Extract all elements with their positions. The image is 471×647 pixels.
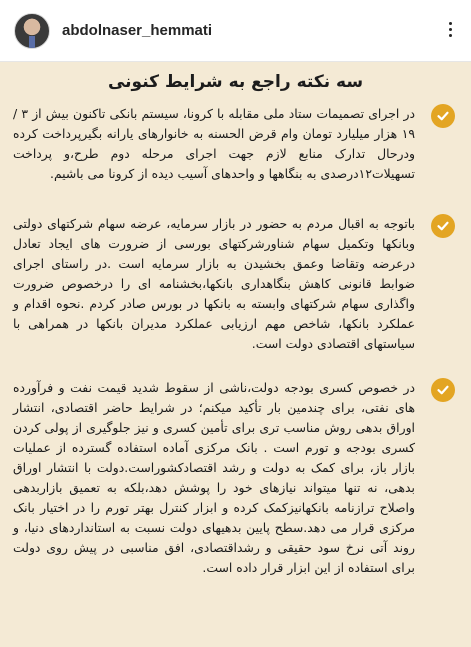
username-link[interactable]: abdolnaser_hemmati [62, 22, 213, 39]
point-text-1: در اجرای تصمیمات ستاد ملی مقابله با کرونا، سیستم بانکی تاکنون بیش از ۳ / ۱۹ هزار میلیارد تومان وام قرض الحسنه به خانوارهای یارانه بگیرپرداخت کرده ودرحال تدارک منابع لازم جهت اجرای مرحله دوم طرح،و پرداخت تسهیلات۱۲درصدی به بنگاهها و واحدهای آسیب دیده از کرونا می باشیم. [13, 106, 415, 181]
check-icon [431, 104, 455, 128]
check-icon [431, 378, 455, 402]
point-text-2: باتوجه به اقبال مردم به حضور در بازار سرمایه، عرضه سهام شرکتهای دولتی وبانکها وتکمیل سهام شناورشرکتهای بورسی از ضرورت های ایجاد تعادل درعرضه وتقاضا وعمق بخشیدن به بازار سرمایه است .در راستای اجرای ضوابط قانونی کاهش بنگاهداری بانکها،بخشنامه ای را درخصوص ضرورت واگذاری سهام شرکتهای وابسته به بانکها در بورس صادر کردم .نحوه اقدام و عملکرد بانکها، شاخص مهم ارزیابی عملکرد مدیران بانکها در همراهی با سیاستهای اقتصادی دولت است. [13, 216, 415, 351]
check-icon [431, 214, 455, 238]
post-title: سه نکته راجع به شرایط کنونی [107, 72, 364, 92]
post-header [0, 0, 471, 62]
more-options-icon[interactable] [443, 22, 457, 40]
point-text-3: در خصوص کسری بودجه دولت،ناشی از سقوط شدید قیمت نفت و فرآورده های نفتی، برای چندمین بار تأکید میکنم؛ در شرایط حاضر اقتصادی، انتشار اوراق بدهی روش مناسب تری برای تأمین کسری و نیز جلوگیری از پولی کردن کسری بودجه و تورم است . بانک مرکزی آماده استفاده گسترده از عملیات بازار باز، برای کمک به دولت و رشد اقتصادکشوراست.دولت با انتشار اوراق بدهی، نه تنها میتواند نیازهای خود را پوشش دهد،بلکه به تعمیق بازاربدهی واصلاح ترازنامه بانکهانیزکمک کرده و ابزار کنترل بهتر تورم را در اختیار بانک مرکزی قرار می دهد.سطح پایین بدهیهای دولت نسبت به استانداردهای دنیا، و روند آتی نرخ سود حقیقی و رشداقتصادی، افق مناسبی در پیش روی دولت برای استفاده از این ابزار قرار داده است. [13, 380, 415, 575]
post-image [0, 62, 471, 647]
avatar[interactable] [14, 13, 50, 49]
